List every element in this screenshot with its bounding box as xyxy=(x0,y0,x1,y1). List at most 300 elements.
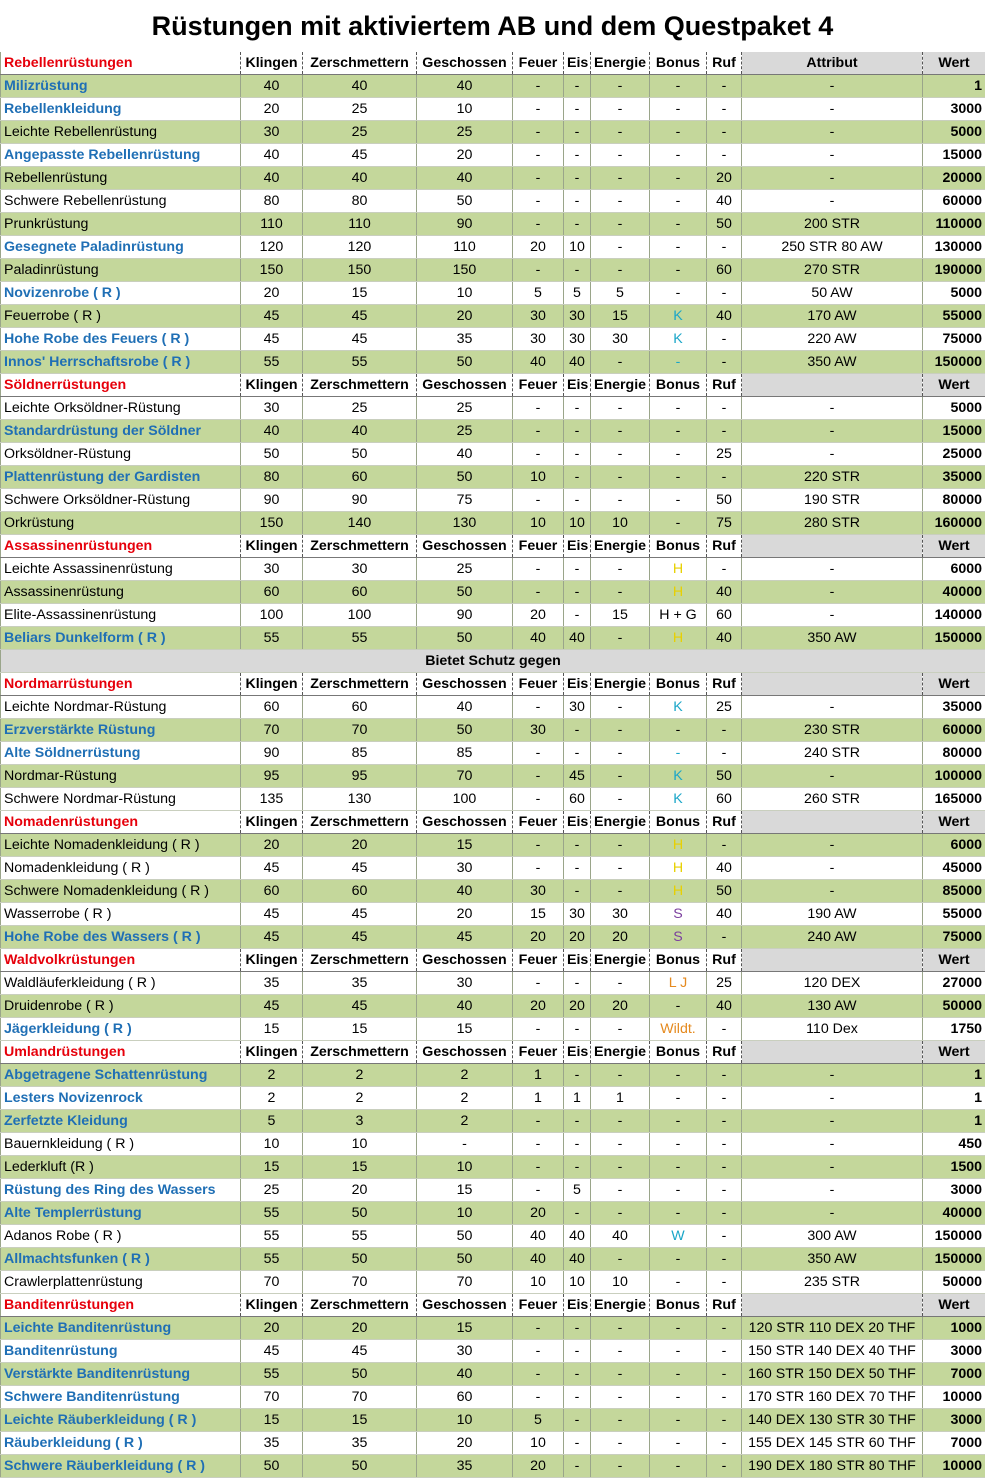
cell-energie: - xyxy=(591,397,650,420)
cell-geschossen: 40 xyxy=(417,75,513,98)
cell-ruf: - xyxy=(707,719,742,742)
cell-feuer: - xyxy=(513,213,564,236)
cell-attribut: 235 STR xyxy=(742,1271,923,1294)
column-header: Bonus xyxy=(650,949,707,972)
cell-feuer: - xyxy=(513,121,564,144)
section-title: Assassinenrüstungen xyxy=(1,535,241,558)
cell-wert: 60000 xyxy=(923,190,985,213)
section-header-row xyxy=(1,374,985,397)
cell-bonus: L J xyxy=(650,972,707,995)
cell-ruf: 60 xyxy=(707,788,742,811)
cell-geschossen: 20 xyxy=(417,305,513,328)
cell-feuer: 10 xyxy=(513,1271,564,1294)
column-header: Zerschmettern xyxy=(303,535,417,558)
cell-energie: - xyxy=(591,581,650,604)
cell-zerschmettern: 25 xyxy=(303,98,417,121)
cell-feuer: - xyxy=(513,167,564,190)
cell-ruf: - xyxy=(707,1340,742,1363)
table-row xyxy=(1,1455,985,1478)
cell-feuer: - xyxy=(513,1340,564,1363)
cell-wert: 1500 xyxy=(923,1156,985,1179)
armor-name: Assassinenrüstung xyxy=(1,581,241,604)
column-header: Energie xyxy=(591,811,650,834)
section-title: Umlandrüstungen xyxy=(1,1041,241,1064)
cell-ruf: - xyxy=(707,466,742,489)
cell-geschossen: 15 xyxy=(417,1179,513,1202)
table-row xyxy=(1,466,985,489)
cell-bonus: - xyxy=(650,995,707,1018)
table-row xyxy=(1,903,985,926)
column-header: Bonus xyxy=(650,52,707,75)
cell-zerschmettern: 2 xyxy=(303,1064,417,1087)
column-header: Zerschmettern xyxy=(303,52,417,75)
section-header-row xyxy=(1,535,985,558)
cell-eis: - xyxy=(564,1386,591,1409)
column-header: Energie xyxy=(591,1041,650,1064)
cell-feuer: - xyxy=(513,1386,564,1409)
table-row xyxy=(1,765,985,788)
cell-ruf: - xyxy=(707,1386,742,1409)
cell-geschossen: 25 xyxy=(417,558,513,581)
cell-geschossen: 40 xyxy=(417,443,513,466)
cell-klingen: 45 xyxy=(241,857,303,880)
cell-klingen: 135 xyxy=(241,788,303,811)
cell-energie: 15 xyxy=(591,305,650,328)
cell-feuer: 20 xyxy=(513,1202,564,1225)
column-header: Ruf xyxy=(707,374,742,397)
cell-klingen: 45 xyxy=(241,926,303,949)
cell-zerschmettern: 2 xyxy=(303,1087,417,1110)
cell-klingen: 45 xyxy=(241,995,303,1018)
cell-bonus: - xyxy=(650,75,707,98)
cell-zerschmettern: 45 xyxy=(303,857,417,880)
cell-geschossen: 70 xyxy=(417,765,513,788)
cell-geschossen: 30 xyxy=(417,1340,513,1363)
cell-ruf: 50 xyxy=(707,213,742,236)
cell-attribut: - xyxy=(742,98,923,121)
cell-wert: 35000 xyxy=(923,696,985,719)
armor-name: Novizenrobe ( R ) xyxy=(1,282,241,305)
cell-feuer: - xyxy=(513,581,564,604)
cell-bonus: - xyxy=(650,1248,707,1271)
cell-attribut: 170 AW xyxy=(742,305,923,328)
table-row xyxy=(1,1225,985,1248)
cell-klingen: 45 xyxy=(241,305,303,328)
column-header: Klingen xyxy=(241,374,303,397)
table-row xyxy=(1,880,985,903)
cell-attribut: - xyxy=(742,443,923,466)
armor-name: Gesegnete Paladinrüstung xyxy=(1,236,241,259)
cell-geschossen: 25 xyxy=(417,121,513,144)
cell-bonus: - xyxy=(650,512,707,535)
column-header: Klingen xyxy=(241,811,303,834)
cell-eis: 5 xyxy=(564,1179,591,1202)
cell-geschossen: - xyxy=(417,1133,513,1156)
table-row xyxy=(1,1064,985,1087)
column-header: Feuer xyxy=(513,535,564,558)
cell-ruf: 25 xyxy=(707,443,742,466)
cell-klingen: 60 xyxy=(241,880,303,903)
cell-eis: - xyxy=(564,167,591,190)
cell-feuer: 40 xyxy=(513,1248,564,1271)
cell-klingen: 100 xyxy=(241,604,303,627)
cell-geschossen: 60 xyxy=(417,1386,513,1409)
armor-name: Alte Templerrüstung xyxy=(1,1202,241,1225)
column-header: Feuer xyxy=(513,1294,564,1317)
column-header: Eis xyxy=(564,1041,591,1064)
cell-eis: - xyxy=(564,604,591,627)
cell-bonus: - xyxy=(650,1064,707,1087)
cell-attribut: 200 STR xyxy=(742,213,923,236)
cell-eis: - xyxy=(564,1409,591,1432)
cell-ruf: - xyxy=(707,1156,742,1179)
cell-geschossen: 100 xyxy=(417,788,513,811)
cell-zerschmettern: 40 xyxy=(303,167,417,190)
column-header: Energie xyxy=(591,374,650,397)
cell-energie: 1 xyxy=(591,1087,650,1110)
cell-ruf: - xyxy=(707,397,742,420)
cell-wert: 3000 xyxy=(923,98,985,121)
separator-label: Bietet Schutz gegen xyxy=(1,650,985,673)
cell-zerschmettern: 50 xyxy=(303,1248,417,1271)
column-header: Klingen xyxy=(241,673,303,696)
cell-geschossen: 35 xyxy=(417,1455,513,1478)
cell-bonus: - xyxy=(650,1340,707,1363)
column-header: Zerschmettern xyxy=(303,673,417,696)
cell-attribut: 270 STR xyxy=(742,259,923,282)
column-header-blank xyxy=(742,673,923,696)
column-header-blank xyxy=(742,811,923,834)
cell-energie: - xyxy=(591,213,650,236)
cell-ruf: - xyxy=(707,282,742,305)
cell-bonus: K xyxy=(650,305,707,328)
cell-wert: 15000 xyxy=(923,144,985,167)
column-header: Zerschmettern xyxy=(303,1294,417,1317)
armor-name: Erzverstärkte Rüstung xyxy=(1,719,241,742)
cell-attribut: 300 AW xyxy=(742,1225,923,1248)
cell-zerschmettern: 110 xyxy=(303,213,417,236)
table-row xyxy=(1,1110,985,1133)
cell-feuer: 20 xyxy=(513,995,564,1018)
cell-klingen: 40 xyxy=(241,75,303,98)
column-header: Eis xyxy=(564,52,591,75)
cell-energie: - xyxy=(591,443,650,466)
table-row xyxy=(1,581,985,604)
armor-table xyxy=(0,52,985,1478)
cell-attribut: - xyxy=(742,144,923,167)
column-header: Ruf xyxy=(707,949,742,972)
column-header: Klingen xyxy=(241,535,303,558)
cell-ruf: - xyxy=(707,75,742,98)
armor-name: Schwere Nomadenkleidung ( R ) xyxy=(1,880,241,903)
cell-zerschmettern: 45 xyxy=(303,995,417,1018)
cell-eis: - xyxy=(564,466,591,489)
cell-klingen: 60 xyxy=(241,581,303,604)
cell-bonus: - xyxy=(650,190,707,213)
cell-eis: - xyxy=(564,98,591,121)
table-row xyxy=(1,1363,985,1386)
cell-geschossen: 50 xyxy=(417,627,513,650)
cell-bonus: - xyxy=(650,1156,707,1179)
cell-klingen: 35 xyxy=(241,972,303,995)
cell-wert: 1 xyxy=(923,1087,985,1110)
table-row xyxy=(1,834,985,857)
cell-ruf: - xyxy=(707,926,742,949)
cell-zerschmettern: 20 xyxy=(303,1317,417,1340)
cell-zerschmettern: 35 xyxy=(303,972,417,995)
cell-zerschmettern: 45 xyxy=(303,144,417,167)
cell-attribut: - xyxy=(742,1156,923,1179)
cell-wert: 40000 xyxy=(923,1202,985,1225)
table-row xyxy=(1,1317,985,1340)
cell-ruf: - xyxy=(707,1363,742,1386)
cell-wert: 10000 xyxy=(923,1386,985,1409)
cell-zerschmettern: 15 xyxy=(303,1018,417,1041)
cell-geschossen: 2 xyxy=(417,1087,513,1110)
cell-energie: - xyxy=(591,98,650,121)
cell-bonus: Wildt. xyxy=(650,1018,707,1041)
cell-zerschmettern: 45 xyxy=(303,1340,417,1363)
table-row xyxy=(1,788,985,811)
cell-feuer: 40 xyxy=(513,1225,564,1248)
page-title: Rüstungen mit aktiviertem AB und dem Questpaket 4 xyxy=(151,11,834,41)
cell-klingen: 30 xyxy=(241,558,303,581)
cell-wert: 5000 xyxy=(923,282,985,305)
column-header: Ruf xyxy=(707,1041,742,1064)
column-header-wert: Wert xyxy=(923,535,985,558)
table-row xyxy=(1,443,985,466)
cell-attribut: - xyxy=(742,1110,923,1133)
column-header-wert: Wert xyxy=(923,673,985,696)
table-row xyxy=(1,489,985,512)
cell-bonus: H xyxy=(650,834,707,857)
table-row xyxy=(1,190,985,213)
armor-name: Schwere Räuberkleidung ( R ) xyxy=(1,1455,241,1478)
table-row xyxy=(1,328,985,351)
cell-feuer: 20 xyxy=(513,1455,564,1478)
cell-wert: 80000 xyxy=(923,489,985,512)
cell-zerschmettern: 40 xyxy=(303,420,417,443)
cell-klingen: 50 xyxy=(241,443,303,466)
section-title: Nomadenrüstungen xyxy=(1,811,241,834)
cell-bonus: - xyxy=(650,1087,707,1110)
cell-geschossen: 20 xyxy=(417,1432,513,1455)
cell-eis: - xyxy=(564,1018,591,1041)
cell-energie: - xyxy=(591,489,650,512)
cell-feuer: 30 xyxy=(513,880,564,903)
cell-feuer: 40 xyxy=(513,351,564,374)
cell-klingen: 70 xyxy=(241,1271,303,1294)
cell-ruf: - xyxy=(707,1271,742,1294)
cell-energie: - xyxy=(591,420,650,443)
cell-energie: - xyxy=(591,742,650,765)
cell-klingen: 90 xyxy=(241,489,303,512)
cell-energie: - xyxy=(591,627,650,650)
cell-eis: - xyxy=(564,857,591,880)
cell-attribut: - xyxy=(742,1087,923,1110)
cell-wert: 40000 xyxy=(923,581,985,604)
table-row xyxy=(1,420,985,443)
cell-bonus: H xyxy=(650,558,707,581)
cell-attribut: - xyxy=(742,581,923,604)
cell-eis: - xyxy=(564,144,591,167)
armor-name: Hohe Robe des Feuers ( R ) xyxy=(1,328,241,351)
section-header-row xyxy=(1,949,985,972)
cell-bonus: - xyxy=(650,420,707,443)
cell-ruf: 25 xyxy=(707,972,742,995)
cell-wert: 150000 xyxy=(923,627,985,650)
cell-attribut: - xyxy=(742,834,923,857)
cell-attribut: - xyxy=(742,1202,923,1225)
cell-feuer: 15 xyxy=(513,903,564,926)
cell-feuer: - xyxy=(513,443,564,466)
column-header: Klingen xyxy=(241,1041,303,1064)
cell-eis: 30 xyxy=(564,305,591,328)
cell-bonus: H xyxy=(650,627,707,650)
cell-geschossen: 75 xyxy=(417,489,513,512)
cell-geschossen: 10 xyxy=(417,282,513,305)
cell-attribut: 120 STR 110 DEX 20 THF xyxy=(742,1317,923,1340)
cell-bonus: - xyxy=(650,1363,707,1386)
table-row xyxy=(1,857,985,880)
cell-ruf: 40 xyxy=(707,305,742,328)
cell-geschossen: 50 xyxy=(417,190,513,213)
column-header: Bonus xyxy=(650,811,707,834)
cell-eis: - xyxy=(564,1202,591,1225)
cell-wert: 140000 xyxy=(923,604,985,627)
cell-geschossen: 50 xyxy=(417,466,513,489)
cell-bonus: H + G xyxy=(650,604,707,627)
cell-energie: - xyxy=(591,75,650,98)
cell-bonus: - xyxy=(650,167,707,190)
cell-klingen: 15 xyxy=(241,1018,303,1041)
cell-feuer: - xyxy=(513,972,564,995)
column-header: Bonus xyxy=(650,1041,707,1064)
table-row xyxy=(1,167,985,190)
cell-eis: - xyxy=(564,259,591,282)
cell-eis: 10 xyxy=(564,236,591,259)
column-header: Zerschmettern xyxy=(303,374,417,397)
cell-attribut: 130 AW xyxy=(742,995,923,1018)
armor-name: Leichte Assassinenrüstung xyxy=(1,558,241,581)
cell-zerschmettern: 10 xyxy=(303,1133,417,1156)
cell-feuer: - xyxy=(513,489,564,512)
cell-klingen: 55 xyxy=(241,627,303,650)
table-row xyxy=(1,1409,985,1432)
cell-eis: 30 xyxy=(564,903,591,926)
cell-bonus: H xyxy=(650,857,707,880)
cell-eis: 40 xyxy=(564,1225,591,1248)
cell-bonus: H xyxy=(650,880,707,903)
cell-geschossen: 15 xyxy=(417,834,513,857)
cell-bonus: - xyxy=(650,1432,707,1455)
armor-name: Elite-Assassinenrüstung xyxy=(1,604,241,627)
cell-ruf: - xyxy=(707,420,742,443)
cell-energie: 20 xyxy=(591,995,650,1018)
cell-bonus: - xyxy=(650,213,707,236)
cell-geschossen: 50 xyxy=(417,1248,513,1271)
cell-attribut: 230 STR xyxy=(742,719,923,742)
cell-eis: 1 xyxy=(564,1087,591,1110)
cell-energie: - xyxy=(591,351,650,374)
cell-klingen: 30 xyxy=(241,397,303,420)
column-header: Bonus xyxy=(650,1294,707,1317)
table-row xyxy=(1,1340,985,1363)
table-row xyxy=(1,995,985,1018)
cell-geschossen: 40 xyxy=(417,995,513,1018)
armor-name: Leichte Nordmar-Rüstung xyxy=(1,696,241,719)
cell-geschossen: 30 xyxy=(417,857,513,880)
cell-feuer: - xyxy=(513,1133,564,1156)
cell-zerschmettern: 50 xyxy=(303,1363,417,1386)
column-header: Geschossen xyxy=(417,949,513,972)
cell-geschossen: 10 xyxy=(417,1409,513,1432)
cell-bonus: - xyxy=(650,282,707,305)
cell-ruf: 25 xyxy=(707,696,742,719)
cell-klingen: 110 xyxy=(241,213,303,236)
cell-geschossen: 40 xyxy=(417,167,513,190)
cell-ruf: - xyxy=(707,1409,742,1432)
cell-zerschmettern: 55 xyxy=(303,1225,417,1248)
cell-klingen: 35 xyxy=(241,1432,303,1455)
cell-geschossen: 10 xyxy=(417,1156,513,1179)
column-header: Feuer xyxy=(513,374,564,397)
column-header: Ruf xyxy=(707,535,742,558)
cell-klingen: 45 xyxy=(241,903,303,926)
cell-ruf: 60 xyxy=(707,604,742,627)
cell-eis: - xyxy=(564,213,591,236)
column-header: Geschossen xyxy=(417,811,513,834)
cell-feuer: 20 xyxy=(513,604,564,627)
cell-geschossen: 90 xyxy=(417,213,513,236)
cell-eis: - xyxy=(564,581,591,604)
cell-geschossen: 70 xyxy=(417,1271,513,1294)
cell-attribut: 240 STR xyxy=(742,742,923,765)
cell-energie: - xyxy=(591,236,650,259)
cell-ruf: 50 xyxy=(707,765,742,788)
cell-eis: 20 xyxy=(564,926,591,949)
armor-name: Hohe Robe des Wassers ( R ) xyxy=(1,926,241,949)
cell-geschossen: 30 xyxy=(417,972,513,995)
cell-attribut: 220 STR xyxy=(742,466,923,489)
cell-wert: 45000 xyxy=(923,857,985,880)
table-row xyxy=(1,512,985,535)
cell-energie: - xyxy=(591,1064,650,1087)
cell-eis: - xyxy=(564,1156,591,1179)
cell-wert: 60000 xyxy=(923,719,985,742)
cell-energie: - xyxy=(591,1432,650,1455)
cell-klingen: 45 xyxy=(241,328,303,351)
table-row xyxy=(1,98,985,121)
column-header: Bonus xyxy=(650,374,707,397)
cell-ruf: - xyxy=(707,121,742,144)
cell-attribut: - xyxy=(742,75,923,98)
armor-name: Standardrüstung der Söldner xyxy=(1,420,241,443)
armor-name: Plattenrüstung der Gardisten xyxy=(1,466,241,489)
cell-zerschmettern: 20 xyxy=(303,1179,417,1202)
cell-geschossen: 150 xyxy=(417,259,513,282)
table-row xyxy=(1,604,985,627)
cell-eis: - xyxy=(564,742,591,765)
cell-eis: 40 xyxy=(564,627,591,650)
cell-wert: 165000 xyxy=(923,788,985,811)
cell-energie: - xyxy=(591,1340,650,1363)
armor-name: Druidenrobe ( R ) xyxy=(1,995,241,1018)
cell-zerschmettern: 60 xyxy=(303,880,417,903)
cell-wert: 75000 xyxy=(923,328,985,351)
cell-wert: 1000 xyxy=(923,1317,985,1340)
cell-ruf: - xyxy=(707,1133,742,1156)
